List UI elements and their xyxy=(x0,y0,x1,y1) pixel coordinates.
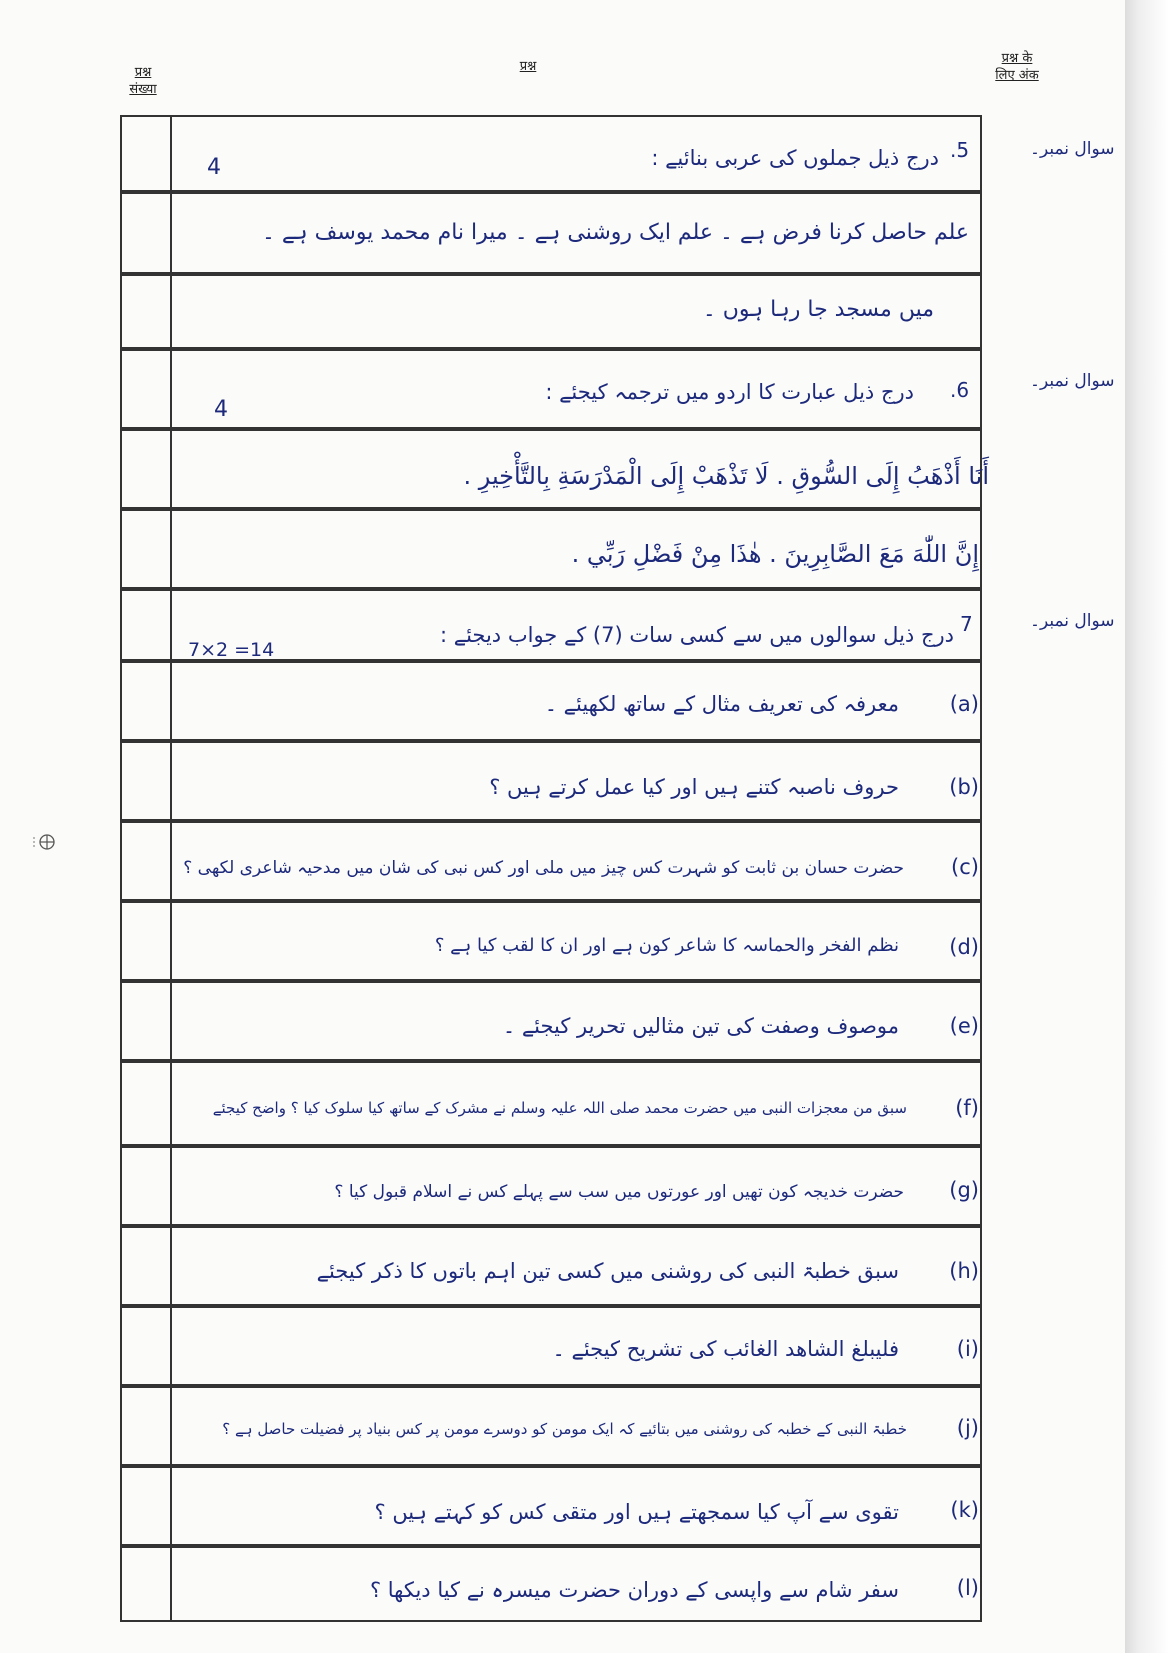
q7-item-a-letter: (a) xyxy=(949,692,979,716)
q7-number: 7 xyxy=(960,612,973,636)
q6-number: 6. xyxy=(950,378,970,402)
q7-item-c-letter: (c) xyxy=(951,855,979,879)
crosshair-icon xyxy=(30,833,56,851)
q5-answer-line-1: علم حاصل کرنا فرض ہے ۔ علم ایک روشنی ہے ۔ میرا نام محمد یوسف ہے ۔ xyxy=(262,220,969,245)
header-marks-line1: प्रश्न के xyxy=(1001,51,1033,66)
q6-number-column-rule xyxy=(170,349,172,589)
q7-item-k-letter: (k) xyxy=(950,1498,979,1522)
q7-item-i-letter: (i) xyxy=(956,1337,979,1361)
header-number-line2: संख्या xyxy=(129,82,157,97)
q7-marks: 7×2 =14 xyxy=(188,639,275,661)
q7-item-j-letter: (j) xyxy=(956,1416,979,1440)
q6-answer-line-2: إِنَّ اللّٰهَ مَعَ الصَّابِرِينَ . هٰذَا مِنْ فَضْلِ رَبِّي . xyxy=(571,540,979,568)
q7-label: سوال نمبر۔ xyxy=(1030,611,1115,631)
q7-item-b-text: حروف ناصبہ کتنے ہیں اور کیا عمل کرتے ہیں ؟ xyxy=(489,775,899,799)
header-question: प्रश्न xyxy=(519,59,537,74)
q6-label: سوال نمبر۔ xyxy=(1030,371,1115,391)
header-question-number xyxy=(118,64,168,98)
q7-item-d-text: نظم الفخر والحماسہ کا شاعر کون ہے اور ان کا لقب کیا ہے ؟ xyxy=(434,935,899,956)
q7-item-l-letter: (l) xyxy=(956,1576,979,1600)
header-marks xyxy=(982,50,1052,84)
q5-instruction: درج ذیل جملوں کی عربی بنائیے : xyxy=(651,146,939,170)
q7-item-e-text: موصوف وصفت کی تین مثالیں تحریر کیجئے ۔ xyxy=(502,1014,899,1038)
q6-instruction: درج ذیل عبارت کا اردو میں ترجمہ کیجئے : xyxy=(545,380,914,404)
q6-answer-line-1: أَنَا أَذْهَبُ إِلَى السُّوقِ . لَا تَذْهَبْ إِلَى الْمَدْرَسَةِ بِالتَّأْخِيرِ . xyxy=(463,462,989,490)
q5-number: 5. xyxy=(950,138,970,162)
q7-item-h-text: سبق خطبۃ النبی کی روشنی میں کسی تین اہم باتوں کا ذکر کیجئے xyxy=(316,1259,899,1283)
q5-number-column-rule xyxy=(170,115,172,349)
q7-item-f-letter: (f) xyxy=(955,1096,979,1120)
q7-instruction: درج ذیل سوالوں میں سے کسی سات (7) کے جواب دیجئے : xyxy=(440,623,954,647)
header-marks-line2: लिए अंक xyxy=(995,68,1039,83)
q7-item-g-text: حضرت خدیجہ کون تھیں اور عورتوں میں سب سے پہلے کس نے اسلام قبول کیا ؟ xyxy=(334,1182,904,1202)
q7-item-k-text: تقوی سے آپ کیا سمجھتے ہیں اور متقی کس کو کہتے ہیں ؟ xyxy=(374,1500,899,1524)
q5-label: سوال نمبر۔ xyxy=(1030,139,1115,159)
scan-right-edge xyxy=(1125,0,1169,1653)
q7-item-c-text: حضرت حسان بن ثابت کو شہرت کس چیز میں ملی اور کس نبی کی شان میں مدحیہ شاعری لکھی ؟ xyxy=(183,858,904,878)
q5-marks: 4 xyxy=(207,155,221,180)
q7-item-b-letter: (b) xyxy=(949,775,979,799)
q7-item-i-text: فلیبلغ الشاهد الغائب کی تشریح کیجئے ۔ xyxy=(552,1337,899,1361)
q7-item-a-text: معرفہ کی تعریف مثال کے ساتھ لکھیئے ۔ xyxy=(544,692,899,716)
header-number-line1: प्रश्न xyxy=(134,65,152,80)
q7-item-f-text: سبق من معجزات النبی میں حضرت محمد صلی اللہ علیہ وسلم نے مشرک کے ساتھ کیا سلوک کیا ؟ واضح کیجئے xyxy=(212,1099,907,1117)
q7-item-h-letter: (h) xyxy=(949,1259,979,1283)
q7-item-d-letter: (d) xyxy=(949,935,979,959)
q6-marks: 4 xyxy=(214,397,228,422)
q5-answer-line-2: میں مسجد جا رہا ہوں ۔ xyxy=(702,297,934,322)
q7-item-e-letter: (e) xyxy=(949,1014,979,1038)
q7-item-g-letter: (g) xyxy=(949,1178,979,1202)
q7-item-j-text: خطبۃ النبی کے خطبہ کی روشنی میں بتائیے کہ ایک مومن کو دوسرے مومن پر کس بنیاد پر فضیلت حاصل ہے ؟ xyxy=(222,1420,907,1438)
q7-item-l-text: سفر شام سے واپسی کے دوران حضرت میسرہ نے کیا دیکھا ؟ xyxy=(369,1578,899,1602)
